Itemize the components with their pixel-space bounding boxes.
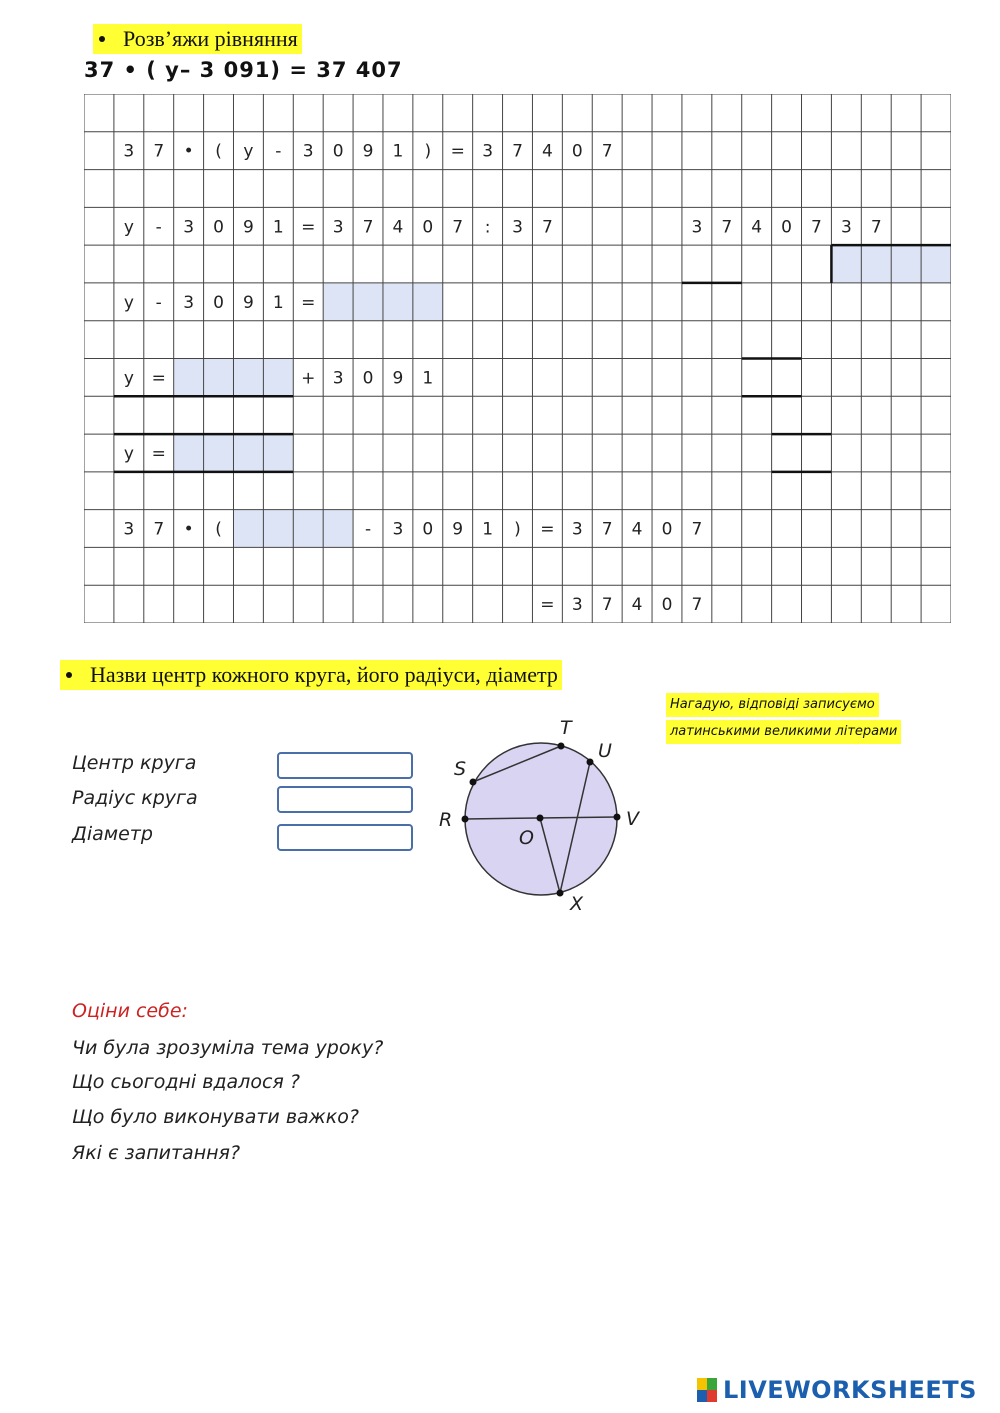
- grid-cell-text: 9: [362, 141, 374, 162]
- point-r: [462, 816, 469, 823]
- grid-cell-text: (: [215, 519, 222, 540]
- grid-cell-text: 0: [332, 141, 344, 162]
- grid-cell-text: 0: [362, 368, 374, 389]
- center-answer-field[interactable]: [277, 752, 413, 779]
- grid-cell-text: 1: [422, 368, 434, 389]
- grid-cell-text: 1: [272, 217, 284, 238]
- task1-heading-text: Розв’яжи рівняння: [123, 26, 298, 51]
- grid-cell-text: y: [123, 368, 134, 389]
- label-r: R: [439, 809, 453, 831]
- point-v: [614, 814, 621, 821]
- grid-cell-text: 9: [243, 217, 254, 238]
- grid-cell-text: 0: [661, 595, 673, 616]
- grid-cell-text: ): [424, 141, 432, 162]
- point-x: [557, 890, 564, 897]
- evaluation-question-4: Які є запитання?: [72, 1142, 241, 1164]
- grid-lines: [84, 94, 951, 623]
- grid-cell-text: y: [123, 292, 134, 313]
- grid-cell-text: -: [364, 519, 372, 540]
- grid-cell-text: 1: [482, 519, 494, 540]
- grid-cell-text: 7: [721, 217, 733, 238]
- grid-cell-text: 9: [452, 519, 464, 540]
- grid-cell-text: :: [484, 217, 491, 238]
- grid-cell-text: 4: [631, 519, 643, 540]
- grid-cell-text: 0: [571, 141, 583, 162]
- center-label: Центр круга: [72, 752, 197, 774]
- label-o: O: [519, 827, 534, 849]
- grid-cell-text: 3: [691, 217, 703, 238]
- grid-cell-text: 0: [213, 292, 224, 313]
- liveworksheets-logo: [697, 1376, 977, 1404]
- grid-cell-text: 7: [691, 519, 703, 540]
- grid-cell-text: 3: [183, 217, 195, 238]
- grid-cell-text: 3: [482, 141, 494, 162]
- grid-cell-text: =: [450, 141, 465, 162]
- grid-cell-text: 0: [661, 519, 673, 540]
- grid-cell-text: •: [183, 519, 194, 540]
- grid-cell-text: 7: [601, 595, 613, 616]
- label-s: S: [454, 758, 467, 780]
- logo-text: LIVEWORKSHEETS: [723, 1376, 977, 1404]
- grid-cell-text: 7: [601, 519, 613, 540]
- grid-cell-text: 3: [571, 519, 583, 540]
- radius-answer-field[interactable]: [277, 786, 413, 813]
- label-v: V: [626, 808, 639, 830]
- bullet-icon: [99, 36, 105, 42]
- grid-cell-text: •: [183, 141, 194, 162]
- grid-cell-text: 7: [541, 217, 553, 238]
- grid-cell-text: 9: [243, 292, 254, 313]
- evaluation-title: Оціни себе:: [72, 1000, 188, 1022]
- grid-cell-text: 0: [213, 217, 224, 238]
- grid-cell-text: 3: [840, 217, 852, 238]
- circle-figure: [430, 710, 660, 920]
- grid-cell-text: 3: [332, 368, 344, 389]
- grid-cell-text: 1: [272, 292, 284, 313]
- grid-cell-text: 7: [452, 217, 464, 238]
- grid-cell-text: 1: [392, 141, 404, 162]
- radius-label: Радіус круга: [72, 787, 198, 809]
- grid-cell-text: 3: [302, 141, 314, 162]
- note-line-1: Нагадую, відповіді записуємо: [666, 693, 879, 717]
- grid-cell-text: 7: [153, 519, 165, 540]
- grid-cell-text: 3: [512, 217, 523, 238]
- task1-heading: [93, 24, 302, 54]
- point-u: [587, 759, 594, 766]
- diameter-label: Діаметр: [72, 823, 153, 845]
- logo-mark-icon: [697, 1378, 717, 1402]
- grid-cell-text: ): [514, 519, 521, 540]
- grid-cell-text: =: [151, 368, 166, 389]
- grid-cell-text: 3: [123, 519, 135, 540]
- grid-cell-text: -: [155, 292, 162, 313]
- grid-cell-text: 3: [183, 292, 195, 313]
- grid-cell-text: 4: [751, 217, 763, 238]
- grid-cell-text: 9: [392, 368, 404, 389]
- grid-cell-text: 3: [123, 141, 135, 162]
- grid-cell-text: 4: [631, 595, 643, 616]
- grid-cell-text: 7: [153, 141, 165, 162]
- label-x: X: [570, 893, 584, 915]
- grid-cell-text: 3: [392, 519, 404, 540]
- grid-cell-text: -: [275, 141, 282, 162]
- grid-cell-text: y: [123, 217, 134, 238]
- grid-cell-text: 3: [332, 217, 344, 238]
- grid-cell-text: 7: [362, 217, 374, 238]
- grid-cell-text: 4: [541, 141, 553, 162]
- grid-cell-text: 7: [691, 595, 703, 616]
- grid-cell-text: =: [540, 519, 555, 540]
- bullet-icon: [66, 672, 72, 678]
- grid-cell-text: 4: [392, 217, 404, 238]
- grid-cell-text: y: [243, 141, 254, 162]
- evaluation-question-2: Що сьогодні вдалося ?: [72, 1071, 300, 1093]
- grid-cell-text: 0: [781, 217, 792, 238]
- point-t: [558, 743, 565, 750]
- label-u: U: [598, 740, 612, 762]
- label-t: T: [560, 717, 572, 739]
- grid-cell-text: 7: [512, 141, 523, 162]
- evaluation-question-1: Чи була зрозуміла тема уроку?: [72, 1037, 384, 1059]
- grid-cell-text: -: [155, 217, 162, 238]
- grid-cell-text: 7: [811, 217, 822, 238]
- note-line-2: латинськими великими літерами: [666, 720, 901, 744]
- evaluation-question-3: Що було виконувати важко?: [72, 1106, 359, 1128]
- grid-cell-text: =: [301, 292, 316, 313]
- task2-heading: [60, 660, 562, 690]
- grid-cell-text: =: [540, 595, 555, 616]
- task1-equation: 37 • ( y– 3 091) = 37 407: [84, 58, 403, 82]
- grid-cell-text: =: [301, 217, 316, 238]
- diameter-answer-field[interactable]: [277, 824, 413, 851]
- grid-cell-text: 3: [571, 595, 583, 616]
- grid-cell-text: +: [301, 368, 316, 389]
- point-o: [537, 815, 544, 822]
- point-s: [470, 779, 477, 786]
- task2-heading-text: Назви центр кожного круга, його радіуси, діаметр: [90, 662, 558, 687]
- grid-cell-text: 7: [870, 217, 882, 238]
- grid-cell-text: =: [151, 443, 166, 464]
- equation-grid: [84, 94, 951, 623]
- grid-cell-text: 0: [422, 217, 434, 238]
- grid-cell-text: 7: [601, 141, 613, 162]
- grid-cell-text: 0: [422, 519, 434, 540]
- grid-cell-text: y: [123, 443, 134, 464]
- grid-cell-text: (: [215, 141, 222, 162]
